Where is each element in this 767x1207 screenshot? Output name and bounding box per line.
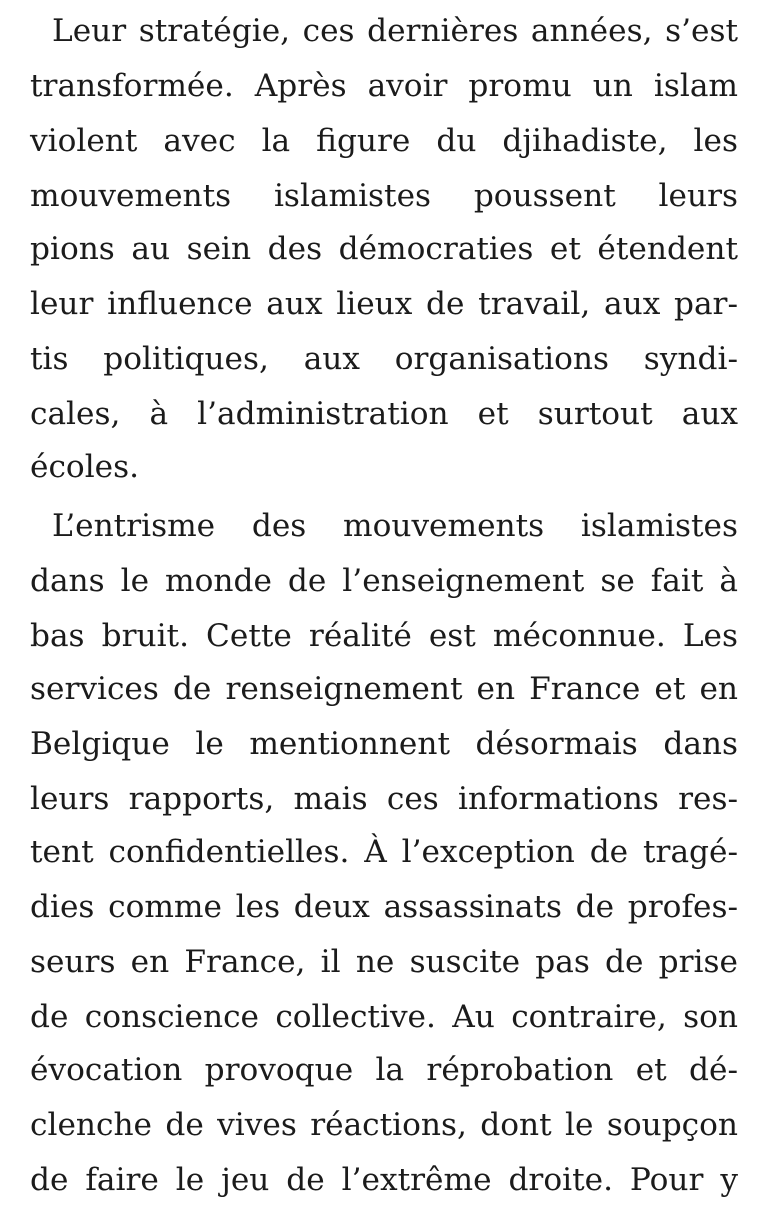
text-line: seurs en France, il ne suscite pas de prise: [30, 944, 738, 980]
text-line: leur influence aux lieux de travail, aux par-: [30, 286, 738, 322]
text-line: leurs rapports, mais ces informations res-: [30, 781, 738, 817]
text-line: cales, à l’administration et surtout aux: [30, 396, 738, 432]
text-line: clenche de vives réactions, dont le soupçon: [30, 1107, 738, 1143]
text-line: pions au sein des démocraties et étendent: [30, 231, 738, 267]
text-line: L’entrisme des mouvements islamistes: [52, 508, 738, 544]
text-line: mouvements islamistes poussent leurs: [30, 178, 738, 214]
text-line: écoles.: [30, 449, 140, 485]
text-line: Belgique le mentionnent désormais dans: [30, 726, 738, 762]
text-line: de faire le jeu de l’extrême droite. Pour y: [30, 1162, 738, 1198]
text-line: bas bruit. Cette réalité est méconnue. Les: [30, 618, 738, 654]
text-line: tent confidentielles. À l’exception de tragé-: [30, 834, 738, 870]
text-line: dies comme les deux assassinats de profes-: [30, 889, 738, 925]
text-line: évocation provoque la réprobation et dé-: [30, 1052, 738, 1088]
text-line: dans le monde de l’enseignement se fait à: [30, 563, 738, 599]
text-line: services de renseignement en France et en: [30, 671, 738, 707]
text-line: violent avec la figure du djihadiste, les: [30, 123, 738, 159]
text-line: transformée. Après avoir promu un islam: [30, 68, 738, 104]
text-line: de conscience collective. Au contraire, son: [30, 999, 738, 1035]
text-line: tis politiques, aux organisations syndi-: [30, 341, 738, 377]
text-line: Leur stratégie, ces dernières années, s’est: [52, 13, 738, 49]
